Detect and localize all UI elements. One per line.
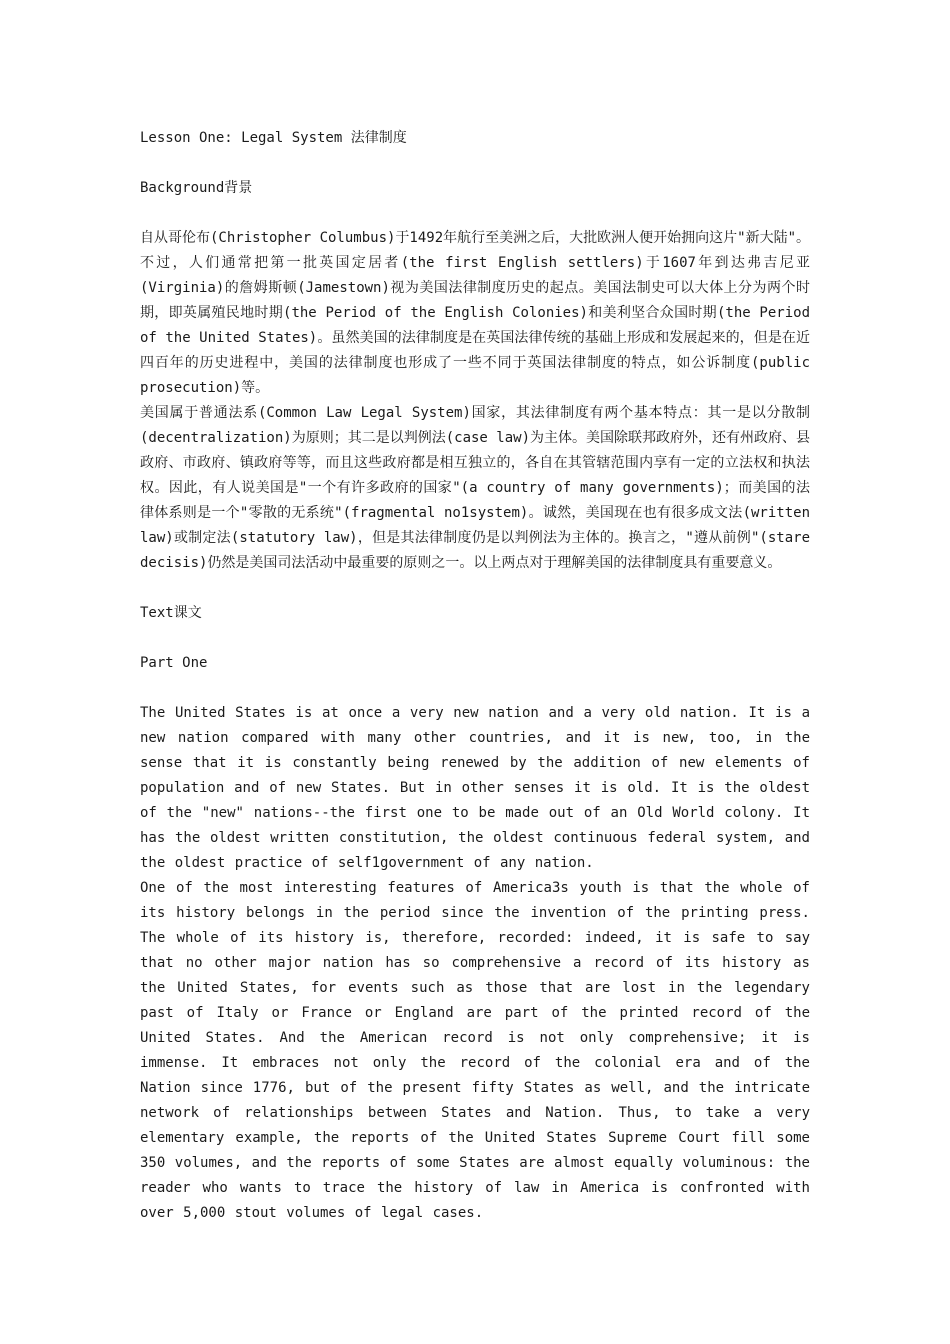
lesson-title: Lesson One: Legal System 法律制度 <box>140 130 407 146</box>
section-gap <box>140 576 810 601</box>
document-page <box>140 126 810 1226</box>
background-heading: Background背景 <box>140 180 253 196</box>
background-paragraph-1: 自从哥伦布(Christopher Columbus)于1492年航行至美洲之后，大批欧洲人便开始拥向这片"新大陆"。不过，人们通常把第一批英国定居者(the first English settlers)于1607年到达弗吉尼亚(Virginia)的詹姆斯顿(Jamestown)视为美国法律制度历史的起点。美国法制史可以大体上分为两个时期，即英属殖民地时期(the Period of the English Colonies)和美利坚合众国时期(the Period of the United States)。虽然美国的法律制度是在英国法律传统的基础上形成和发展起来的，但是在近四百年的历史进程中，美国的法律制度也形成了一些不同于英国法律制度的特点，如公诉制度(public prosecution)等。 <box>140 230 811 396</box>
part-one-paragraph-2: One of the most interesting features of America3s youth is that the whole of its history belongs in the period since the invention of the printing press. The whole of its history is, therefore, recorded: indeed, it is safe to say that no other major nation has so comprehensive a record of its history as the United States, for events such as those that are lost in the legendary past of Italy or France or England are part of the printed record of the United States. And the American record is not only comprehensive; it is immense. It embraces not only the record of the colonial era and of the Nation since 1776, but of the present fifty States as well, and the intricate network of relationships between States and Nation. Thus, to take a very elementary example, the reports of the United States Supreme Court fill some 350 volumes, and the reports of some States are almost equally voluminous: the reader who wants to trace the history of law in America is confronted with over 5,000 stout volumes of legal cases. <box>140 880 810 1221</box>
part-one-paragraph-1: The United States is at once a very new nation and a very old nation. It is a new nation compared with many other countries, and it is new, too, in the sense that it is constantly being renewed by the addition of new elements of population and of new States. But in other senses it is old. It is the oldest of the "new" nations--the first one to be made out of an Old World colony. It has the oldest written constitution, the oldest continuous federal system, and the oldest practice of self1government of any nation. <box>140 705 810 871</box>
text-heading: Text课文 <box>140 605 202 621</box>
part-heading: Part One <box>140 655 208 671</box>
background-paragraph-2: 美国属于普通法系(Common Law Legal System)国家，其法律制度有两个基本特点：其一是以分散制(decentralization)为原则；其二是以判例法(case law)为主体。美国除联邦政府外，还有州政府、县政府、市政府、镇政府等等，而且这些政府都是相互独立的，各自在其管辖范围内享有一定的立法权和执法权。因此，有人说美国是"一个有许多政府的国家"(a country of many governments)；而美国的法律体系则是一个"零散的无系统"(fragmental no1system)。诚然，美国现在也有很多成文法(written law)或制定法(statutory law)，但是其法律制度仍是以判例法为主体的。换言之，"遵从前例"(stare decisis)仍然是美国司法活动中最重要的原则之一。以上两点对于理解美国的法律制度具有重要意义。 <box>140 405 811 571</box>
